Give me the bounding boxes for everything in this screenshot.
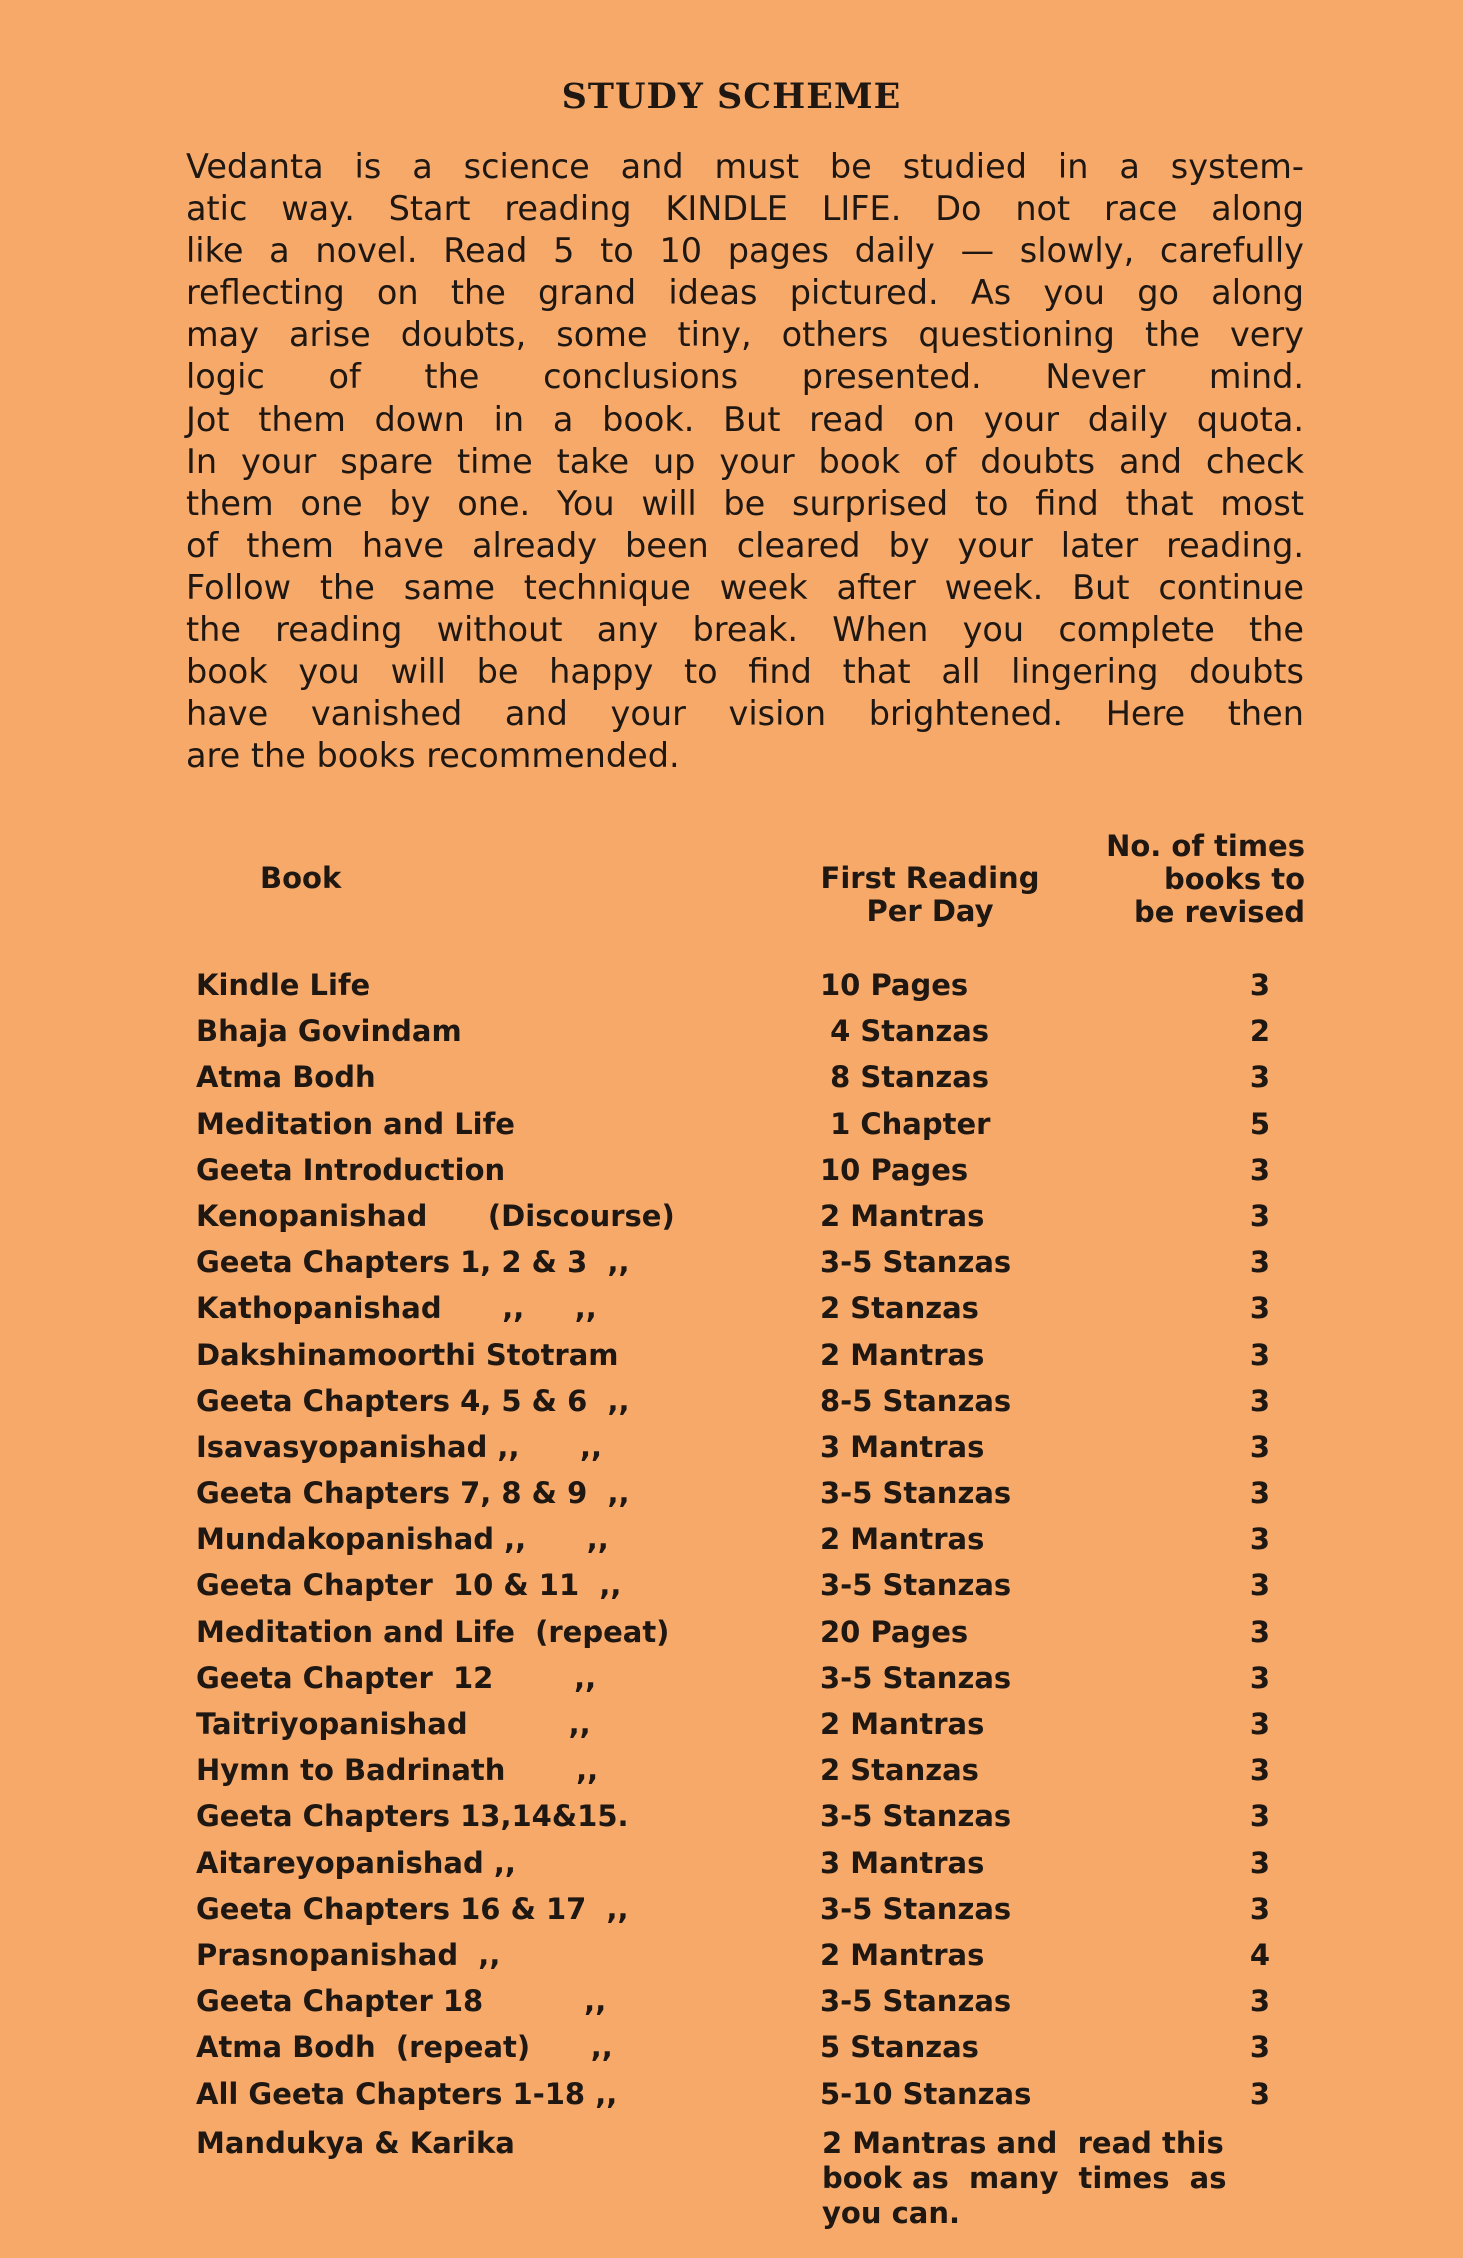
times-cell: 3 xyxy=(1249,1476,1271,1511)
reading-cell: 2 Mantras xyxy=(820,1198,985,1233)
table-row xyxy=(0,1476,1463,1522)
reading-cell: 3-5 Stanzas xyxy=(820,1984,1012,2019)
times-cell: 5 xyxy=(1249,1106,1271,1141)
intro-line: of them have already been cleared by your later reading. xyxy=(186,525,1304,565)
column-header-line: Per Day xyxy=(866,894,994,928)
table-row xyxy=(0,1846,1463,1892)
reading-cell: 3-5 Stanzas xyxy=(820,1476,1012,1511)
times-cell: 3 xyxy=(1249,1891,1271,1926)
book-cell: Atma Bodh (repeat) ,, xyxy=(196,2030,613,2065)
table-row xyxy=(0,1661,1463,1707)
book-cell: All Geeta Chapters 1-18 ,, xyxy=(196,2076,618,2111)
times-cell: 3 xyxy=(1249,1799,1271,1834)
intro-line: logic of the conclusions presented. Never mind. xyxy=(186,357,1304,397)
intro-line: Vedanta is a science and must be studied in a system- xyxy=(186,147,1304,186)
reading-cell: 3-5 Stanzas xyxy=(820,1568,1012,1603)
column-header-line: books to xyxy=(1163,862,1305,896)
book-cell: Kenopanishad (Discourse) xyxy=(196,1198,675,1233)
book-cell: Hymn to Badrinath ,, xyxy=(196,1753,599,1788)
note-line: 2 Mantras and read this xyxy=(822,2126,1224,2160)
book-cell: Geeta Chapter 18 ,, xyxy=(196,1984,607,2019)
book-cell: Aitareyopanishad ,, xyxy=(196,1845,516,1880)
table-row xyxy=(0,1568,1463,1614)
column-header-times-revised xyxy=(1080,830,1305,929)
intro-line: book you will be happy to find that all lingering doubts xyxy=(186,652,1304,692)
times-cell: 3 xyxy=(1249,1660,1271,1695)
reading-cell: 2 Mantras xyxy=(820,1707,985,1741)
book-cell: Mundakopanishad ,, ,, xyxy=(196,1522,609,1557)
table-row xyxy=(0,2077,1463,2123)
book-cell: Prasnopanishad ,, xyxy=(196,1937,501,1972)
reading-cell: 3-5 Stanzas xyxy=(820,1660,1012,1695)
table-row xyxy=(0,1615,1463,1661)
intro-line: In your spare time take up your book of doubts and check xyxy=(186,441,1304,481)
intro-line: may arise doubts, some tiny, others questioning the very xyxy=(186,315,1304,355)
intro-line: them one by one. You will be surprised to find that most xyxy=(186,483,1304,523)
times-cell: 3 xyxy=(1249,1984,1271,2019)
intro-line: reflecting on the grand ideas pictured. As you go along xyxy=(186,273,1304,313)
book-cell: Taitriyopanishad ,, xyxy=(196,1707,591,1741)
times-cell: 4 xyxy=(1249,1937,1271,1972)
reading-cell: 5-10 Stanzas xyxy=(820,2076,1032,2111)
page-title: STUDY SCHEME xyxy=(561,76,902,117)
column-header-book: Book xyxy=(260,861,342,895)
times-cell: 3 xyxy=(1249,1753,1271,1788)
times-cell: 3 xyxy=(1249,1383,1271,1418)
reading-cell: 2 Mantras xyxy=(820,1337,985,1372)
reading-cell: 5 Stanzas xyxy=(820,2030,979,2065)
reading-cell: 10 Pages xyxy=(820,968,969,1002)
table-row xyxy=(0,1984,1463,2030)
reading-cell: 1 Chapter xyxy=(820,1106,991,1141)
column-header-first-reading xyxy=(800,862,1060,928)
book-cell: Geeta Chapters 7, 8 & 9 ,, xyxy=(196,1476,630,1511)
book-cell: Kathopanishad ,, ,, xyxy=(196,1291,597,1326)
table-row xyxy=(0,1384,1463,1430)
reading-cell: 2 Stanzas xyxy=(820,1753,979,1788)
table-row xyxy=(0,1199,1463,1245)
reading-cell: 3-5 Stanzas xyxy=(820,1245,1012,1280)
reading-cell: 8 Stanzas xyxy=(820,1060,990,1095)
times-cell: 3 xyxy=(1249,968,1271,1002)
book-cell: Geeta Chapters 4, 5 & 6 ,, xyxy=(196,1383,630,1418)
intro-line: the reading without any break. When you complete the xyxy=(186,610,1304,650)
intro-line: like a novel. Read 5 to 10 pages daily — slowly, carefully xyxy=(186,231,1304,271)
study-table xyxy=(0,968,1463,2123)
times-cell: 3 xyxy=(1249,2030,1271,2065)
final-row-note xyxy=(822,2126,1252,2231)
reading-cell: 2 Mantras xyxy=(820,1937,985,1972)
times-cell: 3 xyxy=(1249,1198,1271,1233)
table-row xyxy=(0,1707,1463,1753)
intro-paragraph xyxy=(186,146,1304,777)
times-cell: 3 xyxy=(1249,2076,1271,2111)
table-row xyxy=(0,1107,1463,1153)
book-cell: Atma Bodh xyxy=(196,1060,376,1095)
reading-cell: 3 Mantras xyxy=(820,1845,985,1880)
table-row xyxy=(0,1291,1463,1337)
times-cell: 2 xyxy=(1249,1014,1271,1049)
reading-cell: 2 Stanzas xyxy=(820,1291,979,1326)
times-cell: 3 xyxy=(1249,1707,1271,1741)
times-cell: 3 xyxy=(1249,1152,1271,1187)
table-row xyxy=(0,1799,1463,1845)
intro-line: Follow the same technique week after week. But continue xyxy=(186,567,1304,607)
times-cell: 3 xyxy=(1249,1291,1271,1326)
column-header-line: No. of times xyxy=(1106,829,1305,863)
table-row xyxy=(0,968,1463,1014)
book-cell: Isavasyopanishad ,, ,, xyxy=(196,1429,603,1464)
book-cell: Meditation and Life (repeat) xyxy=(196,1614,670,1649)
table-row xyxy=(0,1938,1463,1984)
reading-cell: 3 Mantras xyxy=(820,1429,985,1464)
note-line: you can. xyxy=(822,2196,960,2230)
times-cell: 3 xyxy=(1249,1245,1271,1280)
book-cell: Geeta Chapters 16 & 17 ,, xyxy=(196,1891,629,1926)
column-header-line: First Reading xyxy=(820,861,1040,895)
table-row xyxy=(0,1892,1463,1938)
reading-cell: 4 Stanzas xyxy=(820,1014,990,1049)
times-cell: 3 xyxy=(1249,1429,1271,1464)
table-row xyxy=(0,2030,1463,2076)
table-row xyxy=(0,1014,1463,1060)
intro-line: Jot them down in a book. But read on your daily quota. xyxy=(186,399,1304,439)
book-cell: Geeta Chapter 10 & 11 ,, xyxy=(196,1568,622,1603)
times-cell: 3 xyxy=(1249,1568,1271,1603)
book-cell: Geeta Chapters 1, 2 & 3 ,, xyxy=(196,1245,630,1280)
book-cell: Meditation and Life xyxy=(196,1106,515,1141)
reading-cell: 3-5 Stanzas xyxy=(820,1891,1012,1926)
table-row xyxy=(0,1753,1463,1799)
reading-cell: 3-5 Stanzas xyxy=(820,1799,1012,1834)
book-cell: Geeta Chapter 12 ,, xyxy=(196,1660,597,1695)
times-cell: 3 xyxy=(1249,1614,1271,1649)
intro-line: have vanished and your vision brightened. Here then xyxy=(186,694,1304,734)
reading-cell: 2 Mantras xyxy=(820,1522,985,1557)
book-cell: Geeta Chapters 13,14&15. xyxy=(196,1799,629,1834)
final-row-book: Mandukya & Karika xyxy=(196,2126,515,2160)
reading-cell: 20 Pages xyxy=(820,1614,969,1649)
table-row xyxy=(0,1060,1463,1106)
intro-line: are the books recommended. xyxy=(186,736,680,776)
times-cell: 3 xyxy=(1249,1060,1271,1095)
column-header-line: be revised xyxy=(1133,895,1305,929)
book-cell: Dakshinamoorthi Stotram xyxy=(196,1337,619,1372)
table-row xyxy=(0,1430,1463,1476)
intro-line: atic way. Start reading KINDLE LIFE. Do not race along xyxy=(186,189,1304,229)
note-line: book as many times as xyxy=(822,2161,1227,2195)
book-cell: Kindle Life xyxy=(196,968,371,1002)
reading-cell: 10 Pages xyxy=(820,1152,969,1187)
book-cell: Geeta Introduction xyxy=(196,1152,506,1187)
table-row xyxy=(0,1522,1463,1568)
reading-cell: 8-5 Stanzas xyxy=(820,1383,1012,1418)
table-row xyxy=(0,1153,1463,1199)
times-cell: 3 xyxy=(1249,1845,1271,1880)
book-cell: Bhaja Govindam xyxy=(196,1014,462,1049)
times-cell: 3 xyxy=(1249,1522,1271,1557)
times-cell: 3 xyxy=(1249,1337,1271,1372)
table-row xyxy=(0,1338,1463,1384)
table-row xyxy=(0,1245,1463,1291)
